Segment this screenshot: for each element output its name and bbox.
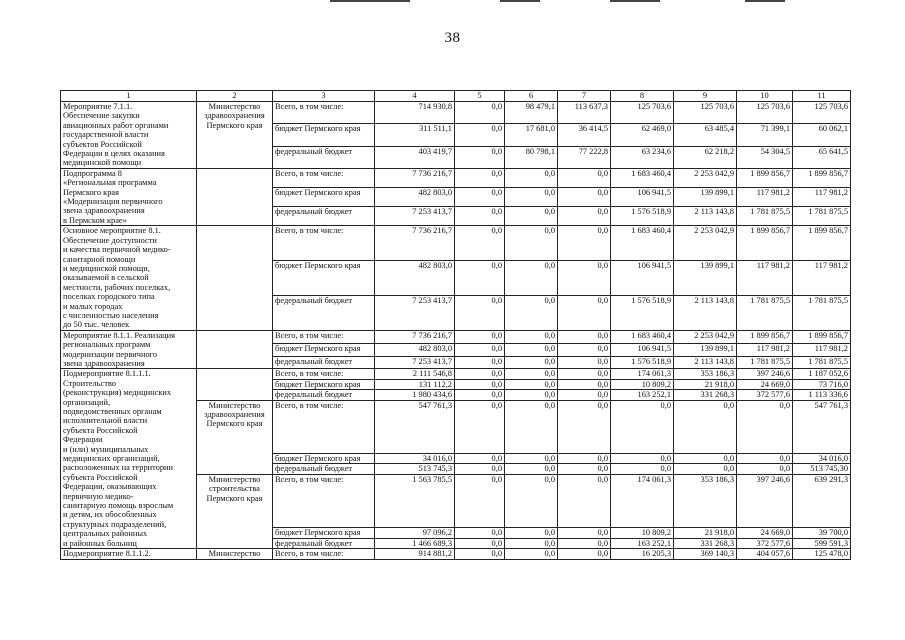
column-header: 8	[611, 91, 674, 102]
amount-cell: 106 941,5	[611, 187, 674, 206]
amount-cell: 0,0	[505, 168, 558, 187]
amount-cell: 62 469,0	[611, 124, 674, 146]
funding-source-cell: бюджет Пермского края	[273, 343, 375, 356]
activity-name-line: Мероприятие 7.1.1.	[63, 102, 133, 111]
funding-source-cell: Всего, в том числе:	[273, 549, 375, 559]
amount-cell: 139 899,1	[674, 187, 737, 206]
amount-cell: 21 918,0	[674, 379, 737, 389]
amount-cell: 77 222,8	[558, 146, 611, 168]
funding-source-cell: федеральный бюджет	[273, 356, 375, 369]
amount-cell: 331 268,3	[674, 390, 737, 400]
amount-cell: 0,0	[455, 226, 505, 261]
activity-name-cell	[61, 168, 197, 225]
activity-name-line: с численностью населения	[63, 310, 159, 320]
activity-name-cell	[61, 369, 197, 549]
amount-cell: 482 803,0	[375, 343, 455, 356]
amount-cell: 2 111 546,8	[375, 369, 455, 379]
amount-cell: 0,0	[505, 261, 558, 296]
amount-cell: 10 809,2	[611, 379, 674, 389]
funding-source-cell: Всего, в том числе:	[273, 369, 375, 379]
amount-cell: 0,0	[455, 124, 505, 146]
funding-source-cell: Всего, в том числе:	[273, 400, 375, 453]
amount-cell: 353 186,3	[674, 369, 737, 379]
column-header: 2	[197, 91, 273, 102]
amount-cell: 547 761,3	[793, 400, 851, 453]
activity-name-cell	[61, 226, 197, 330]
amount-cell: 0,0	[455, 356, 505, 369]
amount-cell: 0,0	[455, 168, 505, 187]
amount-cell: 1 899 856,7	[793, 330, 851, 343]
amount-cell: 0,0	[455, 390, 505, 400]
amount-cell: 24 669,0	[737, 379, 793, 389]
table-row	[61, 226, 851, 261]
amount-cell: 0,0	[455, 400, 505, 453]
activity-name-line: и детям, их обособленных	[63, 510, 157, 520]
amount-cell: 1 683 460,4	[611, 168, 674, 187]
amount-cell: 174 061,3	[611, 474, 674, 527]
activity-name-line: первичную медико-	[63, 491, 134, 501]
activity-name-line: «Региональная программа	[63, 178, 157, 188]
amount-cell: 125 703,6	[674, 102, 737, 124]
amount-cell: 397 246,6	[737, 474, 793, 527]
amount-cell: 0,0	[505, 538, 558, 548]
amount-cell: 0,0	[455, 102, 505, 124]
amount-cell: 639 291,3	[793, 474, 851, 527]
executor-cell	[197, 226, 273, 330]
amount-cell: 2 253 042,9	[674, 168, 737, 187]
amount-cell: 0,0	[455, 549, 505, 559]
amount-cell: 0,0	[505, 356, 558, 369]
activity-name-line: региональных программ	[63, 340, 151, 350]
amount-cell: 0,0	[505, 207, 558, 226]
amount-cell: 0,0	[558, 187, 611, 206]
amount-cell: 0,0	[558, 528, 611, 538]
activity-name-cell	[61, 330, 197, 369]
amount-cell: 0,0	[505, 187, 558, 206]
activity-name-line: Строительство	[63, 378, 116, 388]
funding-source-cell: Всего, в том числе:	[273, 330, 375, 343]
amount-cell: 0,0	[558, 390, 611, 400]
activity-name-line: Федерации	[63, 435, 103, 445]
funding-source-cell: бюджет Пермского края	[273, 454, 375, 464]
amount-cell: 117 981,2	[793, 343, 851, 356]
activity-name-line: санитарную помощь взрослым	[63, 501, 174, 511]
amount-cell: 125 703,6	[611, 102, 674, 124]
amount-cell: 0,0	[558, 226, 611, 261]
amount-cell: 139 899,1	[674, 261, 737, 296]
amount-cell: 0,0	[505, 343, 558, 356]
activity-name-line: модернизации первичного	[63, 349, 158, 359]
amount-cell: 1 899 856,7	[793, 168, 851, 187]
activity-name-line: субъекта Российской	[63, 425, 138, 435]
amount-cell: 106 941,5	[611, 343, 674, 356]
funding-source-cell: федеральный бюджет	[273, 295, 375, 330]
activity-name-line: (реконструкция) медицинских	[63, 388, 172, 398]
activity-name-line: и медицинской помощи,	[63, 263, 150, 273]
column-header: 7	[558, 91, 611, 102]
activity-name-line: медицинской помощи	[63, 158, 142, 168]
amount-cell: 0,0	[455, 261, 505, 296]
amount-cell: 131 112,2	[375, 379, 455, 389]
funding-source-cell: бюджет Пермского края	[273, 187, 375, 206]
amount-cell: 0,0	[737, 400, 793, 453]
amount-cell: 0,0	[558, 549, 611, 559]
amount-cell: 331 268,3	[674, 538, 737, 548]
amount-cell: 0,0	[558, 356, 611, 369]
activity-name-line: Федерации, оказывающих	[63, 482, 157, 492]
amount-cell: 106 941,5	[611, 261, 674, 296]
amount-cell: 0,0	[737, 454, 793, 464]
activity-name-line: Мероприятие 8.1.1. Реализация	[63, 330, 175, 340]
amount-cell: 0,0	[558, 474, 611, 527]
amount-cell: 0,0	[455, 528, 505, 538]
activity-name-line: исполнительной власти	[63, 416, 148, 426]
activity-name-line: структурных подразделений,	[63, 519, 167, 529]
amount-cell: 63 234,6	[611, 146, 674, 168]
amount-cell: 1 899 856,7	[793, 226, 851, 261]
amount-cell: 117 981,2	[737, 261, 793, 296]
amount-cell: 0,0	[505, 549, 558, 559]
funding-source-cell: бюджет Пермского края	[273, 379, 375, 389]
amount-cell: 125 703,6	[793, 102, 851, 124]
activity-name-line: Основное мероприятие 8.1.	[63, 226, 161, 236]
amount-cell: 0,0	[505, 330, 558, 343]
amount-cell: 547 761,3	[375, 400, 455, 453]
amount-cell: 163 252,1	[611, 538, 674, 548]
amount-cell: 0,0	[558, 369, 611, 379]
amount-cell: 63 485,4	[674, 124, 737, 146]
amount-cell: 599 591,3	[793, 538, 851, 548]
activity-name-line: оказываемой в сельской	[63, 273, 149, 283]
executor-cell	[197, 330, 273, 369]
activity-name-cell	[61, 102, 197, 169]
amount-cell: 0,0	[674, 464, 737, 474]
amount-cell: 0,0	[455, 207, 505, 226]
amount-cell: 0,0	[455, 538, 505, 548]
activity-name-cell	[61, 549, 197, 559]
funding-source-cell: федеральный бюджет	[273, 146, 375, 168]
amount-cell: 914 881,2	[375, 549, 455, 559]
amount-cell: 404 057,6	[737, 549, 793, 559]
activity-name-line: субъектов Российской	[63, 139, 142, 149]
amount-cell: 1 576 518,9	[611, 207, 674, 226]
activity-name-line: государственной власти	[63, 130, 149, 140]
activity-name-line: звена здравоохранения	[63, 358, 145, 368]
amount-cell: 0,0	[455, 146, 505, 168]
amount-cell: 1 576 518,9	[611, 356, 674, 369]
amount-cell: 71 399,1	[737, 124, 793, 146]
amount-cell: 0,0	[558, 343, 611, 356]
column-header: 4	[375, 91, 455, 102]
amount-cell: 1 781 875,5	[737, 295, 793, 330]
amount-cell: 1 899 856,7	[737, 168, 793, 187]
executor-cell	[197, 369, 273, 400]
amount-cell: 117 981,2	[793, 187, 851, 206]
amount-cell: 2 113 143,8	[674, 207, 737, 226]
executor-cell	[197, 474, 273, 548]
amount-cell: 117 981,2	[737, 187, 793, 206]
activity-name-line: и районных больниц	[63, 538, 137, 548]
column-header: 9	[674, 91, 737, 102]
activity-name-line: звена здравоохранения	[63, 206, 145, 216]
amount-cell: 73 716,0	[793, 379, 851, 389]
funding-source-cell: федеральный бюджет	[273, 538, 375, 548]
executor-line: Министерство	[208, 549, 261, 559]
amount-cell: 0,0	[505, 528, 558, 538]
amount-cell: 65 641,5	[793, 146, 851, 168]
amount-cell: 0,0	[558, 379, 611, 389]
amount-cell: 0,0	[455, 343, 505, 356]
executor-line: Пермского края	[206, 493, 263, 503]
activity-name-line: санитарной помощи	[63, 254, 136, 264]
activity-name-line: до 50 тыс. человек	[63, 320, 130, 330]
header-row	[61, 91, 851, 102]
amount-cell: 1 781 875,5	[793, 207, 851, 226]
amount-cell: 0,0	[558, 261, 611, 296]
funding-source-cell: федеральный бюджет	[273, 390, 375, 400]
amount-cell: 2 113 143,8	[674, 295, 737, 330]
amount-cell: 0,0	[611, 400, 674, 453]
page-number: 38	[444, 30, 461, 46]
activity-name-line: субъекта Российской	[63, 472, 138, 482]
amount-cell: 80 798,1	[505, 146, 558, 168]
activity-name-line: центральных районных	[63, 529, 148, 539]
activity-name-line: медицинских организаций,	[63, 454, 160, 464]
amount-cell: 2 113 143,8	[674, 356, 737, 369]
amount-cell: 0,0	[455, 295, 505, 330]
amount-cell: 97 096,2	[375, 528, 455, 538]
amount-cell: 1 683 460,4	[611, 330, 674, 343]
activity-name-line: и качества первичной медико-	[63, 245, 171, 255]
funding-source-cell: Всего, в том числе:	[273, 226, 375, 261]
amount-cell: 714 930,8	[375, 102, 455, 124]
activity-name-line: Подпрограмма 8	[63, 168, 122, 178]
amount-cell: 34 016,0	[793, 454, 851, 464]
amount-cell: 353 186,3	[674, 474, 737, 527]
amount-cell: 0,0	[674, 454, 737, 464]
activity-name-line: «Модернизация первичного	[63, 197, 163, 207]
executor-cell	[197, 549, 273, 559]
activity-name-line: Подмероприятие 8.1.1.2.	[63, 549, 151, 559]
executor-line: Министерство	[208, 400, 261, 410]
amount-cell: 1 781 875,5	[737, 356, 793, 369]
amount-cell: 0,0	[505, 474, 558, 527]
amount-cell: 0,0	[737, 464, 793, 474]
table-row	[61, 330, 851, 343]
executor-cell	[197, 400, 273, 474]
amount-cell: 0,0	[455, 474, 505, 527]
executor-line: здравоохранения	[204, 111, 265, 121]
amount-cell: 0,0	[558, 454, 611, 464]
activity-name-line: Обеспечение закупки	[63, 111, 140, 121]
amount-cell: 1 113 336,6	[793, 390, 851, 400]
amount-cell: 1 899 856,7	[737, 330, 793, 343]
column-header: 1	[61, 91, 197, 102]
amount-cell: 0,0	[558, 330, 611, 343]
amount-cell: 2 253 042,9	[674, 330, 737, 343]
amount-cell: 0,0	[505, 369, 558, 379]
amount-cell: 0,0	[455, 330, 505, 343]
amount-cell: 0,0	[455, 454, 505, 464]
budget-table	[60, 90, 851, 560]
amount-cell: 1 576 518,9	[611, 295, 674, 330]
funding-source-cell: бюджет Пермского края	[273, 261, 375, 296]
activity-name-line: местности, рабочих поселках,	[63, 282, 171, 292]
funding-source-cell: Всего, в том числе:	[273, 168, 375, 187]
activity-name-line: авиационных работ органами	[63, 120, 169, 130]
amount-cell: 0,0	[505, 454, 558, 464]
amount-cell: 16 205,3	[611, 549, 674, 559]
table-row	[61, 369, 851, 379]
amount-cell: 7 736 216,7	[375, 168, 455, 187]
amount-cell: 0,0	[505, 295, 558, 330]
amount-cell: 0,0	[455, 187, 505, 206]
funding-source-cell: бюджет Пермского края	[273, 528, 375, 538]
amount-cell: 0,0	[558, 168, 611, 187]
amount-cell: 62 218,2	[674, 146, 737, 168]
activity-name-line: подведомственных органам	[63, 407, 162, 416]
executor-line: Министерство	[208, 102, 261, 111]
activity-name-line: поселках городского типа	[63, 292, 155, 302]
executor-line: Министерство	[208, 474, 261, 484]
amount-cell: 163 252,1	[611, 390, 674, 400]
amount-cell: 1 683 460,4	[611, 226, 674, 261]
amount-cell: 372 577,6	[737, 538, 793, 548]
amount-cell: 7 736 216,7	[375, 330, 455, 343]
amount-cell: 0,0	[505, 464, 558, 474]
amount-cell: 0,0	[505, 400, 558, 453]
table-row	[61, 168, 851, 187]
amount-cell: 369 140,3	[674, 549, 737, 559]
amount-cell: 482 803,0	[375, 187, 455, 206]
amount-cell: 397 246,6	[737, 369, 793, 379]
amount-cell: 1 187 052,6	[793, 369, 851, 379]
amount-cell: 174 061,3	[611, 369, 674, 379]
activity-name-line: Подмероприятие 8.1.1.1.	[63, 369, 151, 379]
amount-cell: 0,0	[455, 379, 505, 389]
activity-name-line: организаций,	[63, 397, 111, 407]
activity-name-line: Федерации в целях оказания	[63, 149, 165, 159]
amount-cell: 0,0	[455, 464, 505, 474]
amount-cell: 54 304,5	[737, 146, 793, 168]
amount-cell: 0,0	[558, 295, 611, 330]
amount-cell: 10 809,2	[611, 528, 674, 538]
amount-cell: 98 479,1	[505, 102, 558, 124]
amount-cell: 125 703,6	[737, 102, 793, 124]
column-header: 11	[793, 91, 851, 102]
amount-cell: 113 637,3	[558, 102, 611, 124]
column-header: 6	[505, 91, 558, 102]
executor-line: здравоохранения	[204, 410, 265, 419]
amount-cell: 60 062,1	[793, 124, 851, 146]
table-row	[61, 102, 851, 124]
column-header: 3	[273, 91, 375, 102]
amount-cell: 0,0	[674, 400, 737, 453]
amount-cell: 403 419,7	[375, 146, 455, 168]
amount-cell: 0,0	[505, 390, 558, 400]
amount-cell: 0,0	[611, 454, 674, 464]
amount-cell: 24 669,0	[737, 528, 793, 538]
amount-cell: 2 253 042,9	[674, 226, 737, 261]
amount-cell: 513 745,30	[793, 464, 851, 474]
activity-name-line: Обеспечение доступности	[63, 235, 157, 245]
amount-cell: 1 781 875,5	[793, 356, 851, 369]
amount-cell: 7 736 216,7	[375, 226, 455, 261]
amount-cell: 39 700,0	[793, 528, 851, 538]
funding-source-cell: бюджет Пермского края	[273, 124, 375, 146]
column-header: 10	[737, 91, 793, 102]
activity-name-line: и малых городах	[63, 301, 123, 311]
amount-cell: 17 681,0	[505, 124, 558, 146]
amount-cell: 0,0	[611, 464, 674, 474]
amount-cell: 117 981,2	[793, 261, 851, 296]
executor-line: Пермского края	[206, 419, 263, 429]
amount-cell: 0,0	[558, 538, 611, 548]
amount-cell: 1 781 875,5	[793, 295, 851, 330]
activity-name-line: в Пермском крае»	[63, 215, 127, 225]
amount-cell: 0,0	[558, 464, 611, 474]
amount-cell: 1 980 434,6	[375, 390, 455, 400]
activity-name-line: расположенных на территории	[63, 463, 174, 473]
amount-cell: 7 253 413,7	[375, 295, 455, 330]
amount-cell: 1 781 875,5	[737, 207, 793, 226]
amount-cell: 513 745,3	[375, 464, 455, 474]
column-header: 5	[455, 91, 505, 102]
amount-cell: 7 253 413,7	[375, 356, 455, 369]
amount-cell: 1 563 785,5	[375, 474, 455, 527]
amount-cell: 1 466 689,3	[375, 538, 455, 548]
amount-cell: 311 511,1	[375, 124, 455, 146]
amount-cell: 0,0	[558, 207, 611, 226]
amount-cell: 372 577,6	[737, 390, 793, 400]
activity-name-line: и (или) муниципальных	[63, 444, 149, 454]
table-row	[61, 549, 851, 559]
executor-line: Пермского края	[206, 120, 263, 130]
amount-cell: 139 899,1	[674, 343, 737, 356]
funding-source-cell: Всего, в том числе:	[273, 102, 375, 124]
amount-cell: 36 414,5	[558, 124, 611, 146]
activity-name-line: Пермского края	[63, 187, 120, 197]
executor-cell	[197, 168, 273, 225]
amount-cell: 34 016,0	[375, 454, 455, 464]
top-edge-marks	[0, 0, 905, 6]
amount-cell: 1 899 856,7	[737, 226, 793, 261]
amount-cell: 0,0	[558, 400, 611, 453]
amount-cell: 0,0	[455, 369, 505, 379]
executor-cell	[197, 102, 273, 169]
executor-line: строительства	[209, 484, 260, 494]
amount-cell: 0,0	[505, 226, 558, 261]
amount-cell: 7 253 413,7	[375, 207, 455, 226]
funding-source-cell: федеральный бюджет	[273, 464, 375, 474]
amount-cell: 125 478,0	[793, 549, 851, 559]
amount-cell: 117 981,2	[737, 343, 793, 356]
funding-source-cell: Всего, в том числе:	[273, 474, 375, 527]
amount-cell: 0,0	[505, 379, 558, 389]
funding-source-cell: федеральный бюджет	[273, 207, 375, 226]
amount-cell: 21 918,0	[674, 528, 737, 538]
amount-cell: 482 803,0	[375, 261, 455, 296]
